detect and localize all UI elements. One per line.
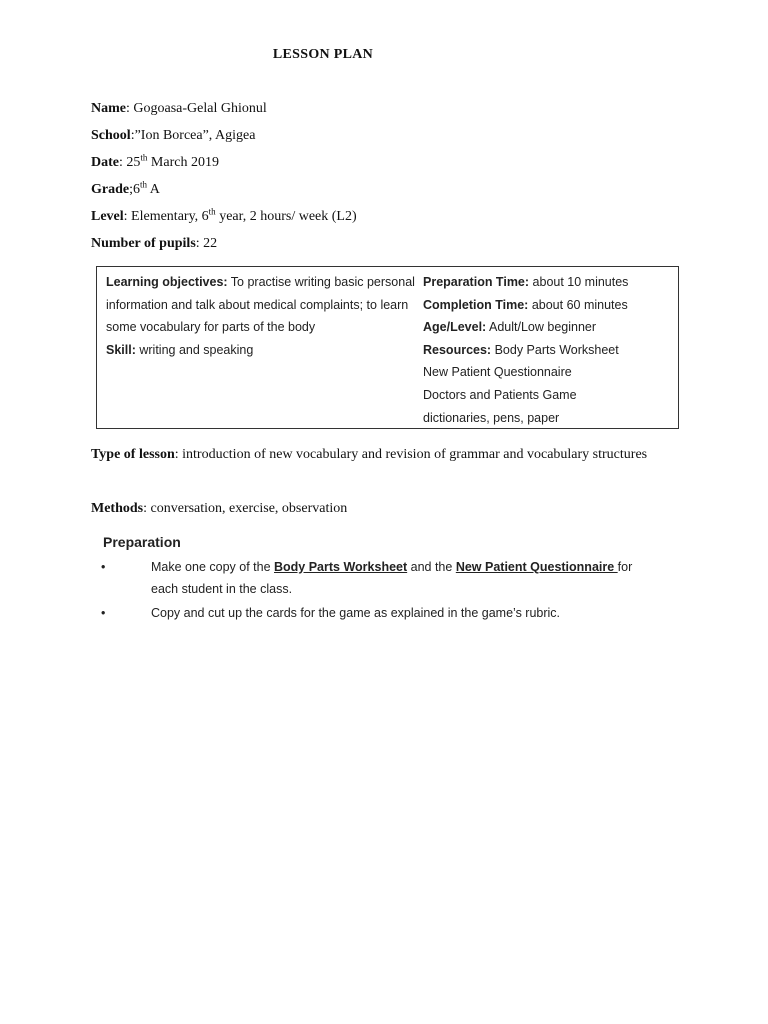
lesson-type-label: Type of lesson — [91, 447, 175, 462]
item1-mid: and the — [407, 560, 456, 574]
learning-label: Learning objectives: — [106, 275, 228, 289]
pupils-value: : 22 — [195, 236, 218, 251]
item1-post: for each student in the class. — [151, 560, 633, 596]
learning-line-2: information and talk about medical complaints; to learn — [106, 297, 409, 312]
school-value: :”Ion Borcea”, Agigea — [130, 128, 256, 143]
level-value-rest: year, 2 hours/ week (L2) — [215, 209, 357, 224]
bullet-icon: • — [101, 606, 106, 620]
details-column — [423, 271, 673, 429]
objectives-column — [106, 271, 418, 361]
lesson-type — [91, 441, 677, 468]
pupils-field — [91, 235, 217, 253]
level-label: Level — [91, 209, 124, 224]
item1-text: Make one copy of the — [151, 560, 274, 574]
age-label: Age/Level: — [423, 320, 487, 335]
skill-value: writing and speaking — [135, 342, 254, 357]
preparation-section — [91, 530, 645, 628]
new-patient-questionnaire-link: New Patient Questionnaire — [455, 560, 618, 574]
preparation-title: Preparation — [103, 534, 181, 550]
grade-field — [91, 181, 160, 199]
grade-value-rest: A — [147, 182, 160, 197]
prep-time-line — [423, 271, 673, 294]
grade-sup: th — [140, 179, 148, 190]
level-sup: th — [208, 206, 216, 217]
skill-label: Skill: — [106, 342, 136, 357]
skill-line — [106, 339, 418, 362]
date-field — [91, 154, 219, 172]
resource-item: New Patient Questionnaire — [423, 365, 572, 380]
preparation-item — [151, 556, 651, 600]
objectives-box — [96, 266, 679, 429]
resource-item: Body Parts Worksheet — [494, 342, 619, 357]
resources-line — [423, 339, 673, 362]
name-field — [91, 100, 267, 118]
date-value-rest: March 2019 — [147, 155, 219, 170]
prep-time-value: about 10 minutes — [529, 275, 629, 289]
completion-line — [423, 294, 673, 317]
date-sup: th — [140, 152, 148, 163]
body-parts-worksheet-link: Body Parts Worksheet — [274, 560, 408, 574]
completion-label: Completion Time: — [423, 297, 529, 312]
page-title: LESSON PLAN — [272, 47, 374, 62]
date-value: : 25 — [119, 155, 141, 170]
age-value: Adult/Low beginner — [486, 320, 597, 335]
bullet-icon: • — [101, 560, 106, 574]
level-value: : Elementary, 6 — [123, 209, 209, 224]
resources-label: Resources: — [423, 342, 492, 357]
learning-line-3: some vocabulary for parts of the body — [106, 320, 316, 335]
completion-value: about 60 minutes — [528, 297, 628, 312]
learning-line-1 — [106, 271, 418, 294]
lesson-type-value: : introduction of new vocabulary and revision of grammar and vocabulary structures — [174, 447, 648, 462]
name-value: : Gogoasa-Gelal Ghionul — [126, 101, 267, 116]
preparation-item: Copy and cut up the cards for the game as explained in the game’s rubric. — [151, 606, 561, 620]
methods-label: Methods — [91, 501, 144, 516]
prep-time-label: Preparation Time: — [423, 275, 530, 289]
level-field — [91, 208, 357, 226]
school-field — [91, 127, 255, 145]
methods-field — [91, 500, 347, 518]
methods-value: : conversation, exercise, observation — [143, 501, 348, 516]
name-label: Name — [91, 101, 126, 116]
resource-item: Doctors and Patients Game — [423, 387, 577, 402]
date-label: Date — [91, 155, 119, 170]
grade-label: Grade — [91, 182, 130, 197]
resource-item: dictionaries, pens, paper — [423, 410, 560, 425]
pupils-label: Number of pupils — [91, 236, 196, 251]
school-label: School — [91, 128, 131, 143]
age-line — [423, 316, 673, 339]
grade-value: ;6 — [129, 182, 140, 197]
learning-text-1: To practise writing basic personal — [227, 275, 415, 289]
